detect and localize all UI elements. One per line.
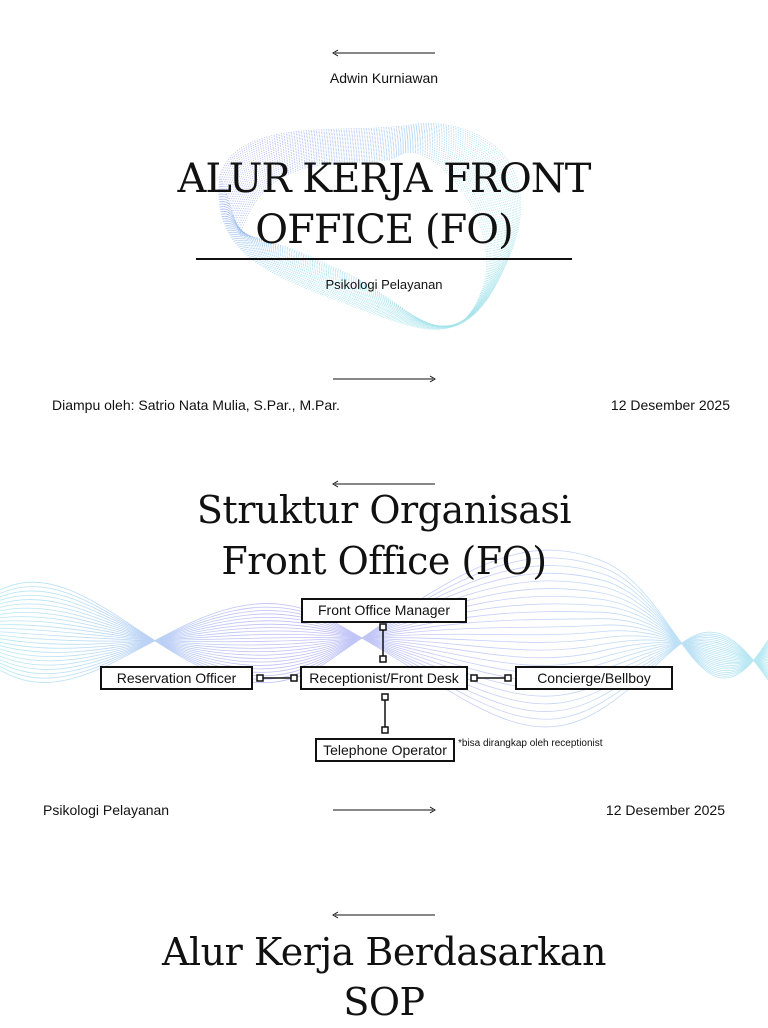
slide2-footer-subject: Psikologi Pelayanan	[43, 802, 170, 818]
org-box-front-office-manager: Front Office Manager	[301, 598, 467, 623]
title-divider	[196, 258, 572, 260]
main-title-line2: OFFICE (FO)	[255, 207, 513, 253]
lecturer-info: Diampu oleh: Satrio Nata Mulia, S.Par., M.Par.	[52, 397, 340, 413]
org-box-concierge: Concierge/Bellboy	[515, 666, 673, 690]
org-box-receptionist: Receptionist/Front Desk	[300, 666, 468, 690]
arrow-right-icon	[331, 373, 437, 385]
slide1-date: 12 Desember 2025	[610, 397, 730, 413]
telephone-note: *bisa dirangkap oleh receptionist	[458, 738, 603, 749]
subtitle: Psikologi Pelayanan	[325, 277, 443, 292]
sop-title-line2: SOP	[343, 980, 425, 1024]
arrow-left-icon	[331, 909, 437, 921]
arrow-right-icon	[331, 804, 437, 816]
sop-title-line1: Alur Kerja Berdasarkan	[162, 930, 606, 974]
org-box-telephone-operator: Telephone Operator	[315, 738, 455, 762]
org-title-line1: Struktur Organisasi	[196, 488, 572, 532]
org-box-reservation-officer: Reservation Officer	[100, 666, 253, 690]
org-title-line2: Front Office (FO)	[221, 539, 547, 583]
main-title-line1: ALUR KERJA FRONT	[177, 156, 591, 202]
slide2-date: 12 Desember 2025	[605, 802, 725, 818]
author-name: Adwin Kurniawan	[329, 70, 439, 86]
arrow-left-icon	[331, 47, 437, 59]
